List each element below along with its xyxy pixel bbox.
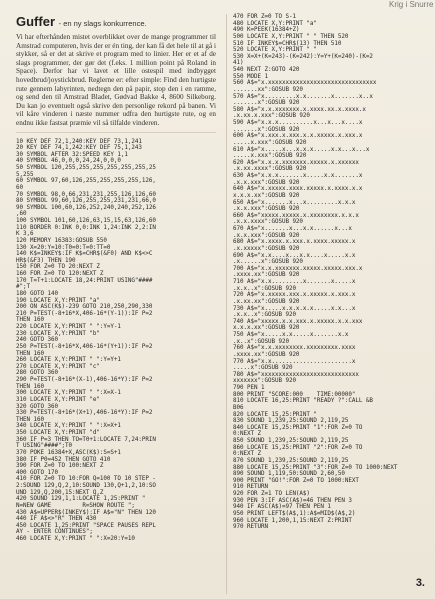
article-intro: Vi har efterhånden mistet overblikket over de mange programmer til Amstrad computeren, hvis der er én ting, der kan få det hele til at gå i stykker, så er det at skrive et program med to linier. Her er et af de slags programmer, der gør det (f.eks. 1 million point på Roland in Space). Derfor har vi lavet et lille ostespil med indbygget hovedbrud/joystickbrud. Reglerne er: efter simple: Find den hurtigste rute gennem labyrinten, nedtegn den på papir, stop den i en ramme, og send den til Amstrad Bladet, Gødvad Bakke 4, 8600 Silkeborg. Du kan jo eventuelt også skrive den personlige rekord på banen. Vi vil kåre vinderen i næste nummer udfra den hurtigste rute, og en endnu ikke fastsat præmie vil så tilfalde vinderen.	[16, 33, 216, 133]
code-listing-left: 10 KEY DEF 72,1,240:KEY DEF 73,1,241 20 KEY DEF 74,1,242:KEY DEF 75,1,243 30 SYMBOL AFTER 32:SPEED KEY 1,1 40 SYMBOL 46,0,0,0,24,24,0,0,0 50 SYMBOL 120,255,255,255,255,255,255,25 5,255 60 SYMBOL 97,60,126,255,255,255,255,126, 60 70 SYMBOL 98,0,66,231,231,255,126,126,60 80 SYMBOL 99,60,126,255,255,231,231,66,0 90 SYMBOL 100,60,126,252,240,240,252,126 ,60 100 SYMBOL 101,60,126,63,15,15,63,126,60 110 BORDER 0:INK 0,0:INK 1,24:INK 2,2:IN K 3,6 120 MEMORY 16383:GOSUB 550 130 X=20:Y=10:T0=0:T=0:TT=0 140 K$=INKEY$:IF K$=CHR$(&F0) AND K$<>C HR$(&F3) THEN 190 150 FOR Z=0 TO 20:NEXT Z 160 FOR Z=0 TO 120:NEXT Z 170 T=T+1:LOCATE 18,24:PRINT USING"#### #";T 180 GOTO 140 190 LOCATE X,Y:PRINT "a" 200 ON ASC(K$)-239 GOTO 210,250,290,330 210 P=TEST(-8+16*X,406-16*(Y-1)):IF P=2 THEN 160 220 LOCATE X,Y:PRINT " ":Y=Y-1 230 LOCATE X,Y:PRINT "b" 240 GOTO 360 250 P=TEST(-8+16*X,406-16*(Y+1)):IF P=2 THEN 160 260 LOCATE X,Y:PRINT " ":Y=Y+1 270 LOCATE X,Y:PRINT "c" 280 GOTO 360 290 P=TEST(-8+16*(X-1),406-16*Y):IF P=2 THEN 160 300 LOCATE X,Y:PRINT " ":X=X-1 310 LOCATE X,Y:PRINT "e" 320 GOTO 360 330 P=TEST(-8+16*(X+1),406-16*Y):IF P=2 THEN 160 340 LOCATE X,Y:PRINT " ":X=X+1 350 LOCATE X,Y:PRINT "d" 360 IF P=3 THEN TO=T0+1:LOCATE 7,24:PRIN T USING"####";T0 370 POKE 16384+X,ASC(K$):S=S+1 380 IF P0=452 THEN GOTO 410 390 FOR Z=0 TO 100:NEXT Z 400 GOTO 170 410 FOR Z=0 TO 10:FOR Q=100 TO 10 STEP - 2:SOUND 129,Q,2,10:SOUND 130,Q+1,2,10:SO UND 129,Q,200,15:NEXT Q,Z 420 SOUND 129,1,1:LOCATE 1,25:PRINT " N=NEW GAME R=SHOW ROUTE "; 430 A$=UPPER$(INKEY$):IF A$="N" THEN 120 440 IF A$<>"R" THEN 430 450 LOCATE 1,25:PRINT "SPACE PAUSES REPL AY - ENTER CONTINUES"; 460 LOCATE X,Y:PRINT " ":X=20:Y=10	[16, 138, 156, 543]
left-column	[16, 14, 216, 594]
title-subtitle: - en ny slags konkurrence.	[58, 19, 147, 28]
code-listing-right: 470 FOR Z=0 TO S-1 480 LOCATE X,Y:PRINT "a" 490 K=PEEK(16384+Z) 500 LOCATE X,Y:PRINT " " THEN 520 510 IF INKEY$=CHR$(13) THEN 510 520 LOCATE X,Y:PRINT " " 530 X=X+(K=243)-(K=242):Y=Y+(K=240)-(K=2 41) 540 NEXT Z:GOTO 420 550 MODE 1 560 A$="x.xxxxxxxxxxxxxxxxxxxxxxxxxxxxxxx .......xx":GOSUB 920 570 A$="x.........x.x.......x.......x..x .......x":GOSUB 920 580 A$="x.x.xxxxxxx.x.xxxx.xx.x.xxxx.x .x.xx.x.xxx":GOSUB 920 590 A$="x.x.x..........x...x...x....x .......x":GOSUB 920 600 A$="x.xxx.x.xxx.x.x.xxxxx.x.xxx.x .....x.xxx":GOSUB 920 610 A$="x.....x...x.x.x.....x.x...x...x .....x.xxx":GOSUB 920 620 A$="x.x.x.xxxxxxx.xxxxx.x.xxxxxx .x.xx.xxxx":GOSUB 920 630 A$="x.x.x.......x.....x.x.......x .x.x.xxx":GOSUB 920 640 A$="x.xxxxx.xxxx.xxxxx.x.xxxx.x.x x.x.x.xx":GOSUB 920 650 A$="x.......x...x.........x.x.x .x.x.xxx":GOSUB 920 660 A$="xxxxx.xxxxx.x.xxxxxxxx.x.x.x .x.x.xxxx":GOSUB 920 670 A$="x.......x...x.x......x...x .x.x.xxx":GOSUB 920 680 A$="x.xxxx.x.xxx.x.xxxx.xxxxx.x .x.xxxxx":GOSUB 920 690 A$="x.x....x...x.x....x.....x.x .x......x":GOSUB 920 700 A$="x.x.xxxxxxx.xxxxx.xxxxx.xxx.x .xxxx.xx":GOSUB 920 710 A$="x.x.........x.......x.....x .x.x..x":GOSUB 920 720 A$="x.xxxxx.xxx.x.xxxxx.x.xxx.x .x.xx.xx":GOSUB 920 730 A$="x.....x.x.x.x.x.....x.x...x .x.x..x":GOSUB 920 740 A$="xxxxx.x.x.xxx.x.xxxxx.x.x.xxx x.x.x.xx":GOSUB 920 750 A$="x.....x.x.....x.......x.x .x..x":GOSUB 920 760 A$="x.x.xxxxxxxx.xxxxxxxxx.xxxx .xxxx.xx":GOSUB 920 770 A$="x.x.......................x .....x":GOSUB 920 780 A$="xxxxxxxxxxxxxxxxxxxxxxxxxxxx xxxxxxx":GOSUB 920 790 PEN 1 800 PRINT "SCORE:000 TIME:00000" 810 LOCATE 16,25:PRINT "READY ?":CALL &B B06 820 LOCATE 15,25:PRINT " 830 SOUND 1,239,25:SOUND 2,119,25 840 LOCATE 15,25:PRINT "1":FOR Z=0 TO 0:NEXT Z 850 SOUND 1,239,25:SOUND 2,119,25 860 LOCATE 15,25:PRINT "2":FOR Z=0 TO 0:NEXT Z 870 SOUND 1,239,25:SOUND 2,119,25 880 LOCATE 15,25:PRINT "3":FOR Z=0 TO 1000:NEXT 890 SOUND 1,119,50:SOUND 2,60,50 900 PRINT "GO!":FOR Z=0 TO 1000:NEXT 910 RETURN 920 FOR Z=1 TO LEN(A$) 930 PEN 3:IF ASC(A$)=46 THEN PEN 3 940 IF ASC(A$)=97 THEN PEN 1 950 PRINT LEFT$(A$,1):A$=MID$(A$,2) 960 LOCATE 1,200,1,15:NEXT Z:PRINT 970 RETURN	[233, 14, 398, 531]
adjacent-page-header: Krig i Snurre	[389, 0, 434, 9]
title-text: Guffer	[16, 14, 55, 29]
right-column	[226, 14, 421, 594]
page-number: 3.	[415, 577, 425, 589]
article-title	[16, 14, 216, 29]
